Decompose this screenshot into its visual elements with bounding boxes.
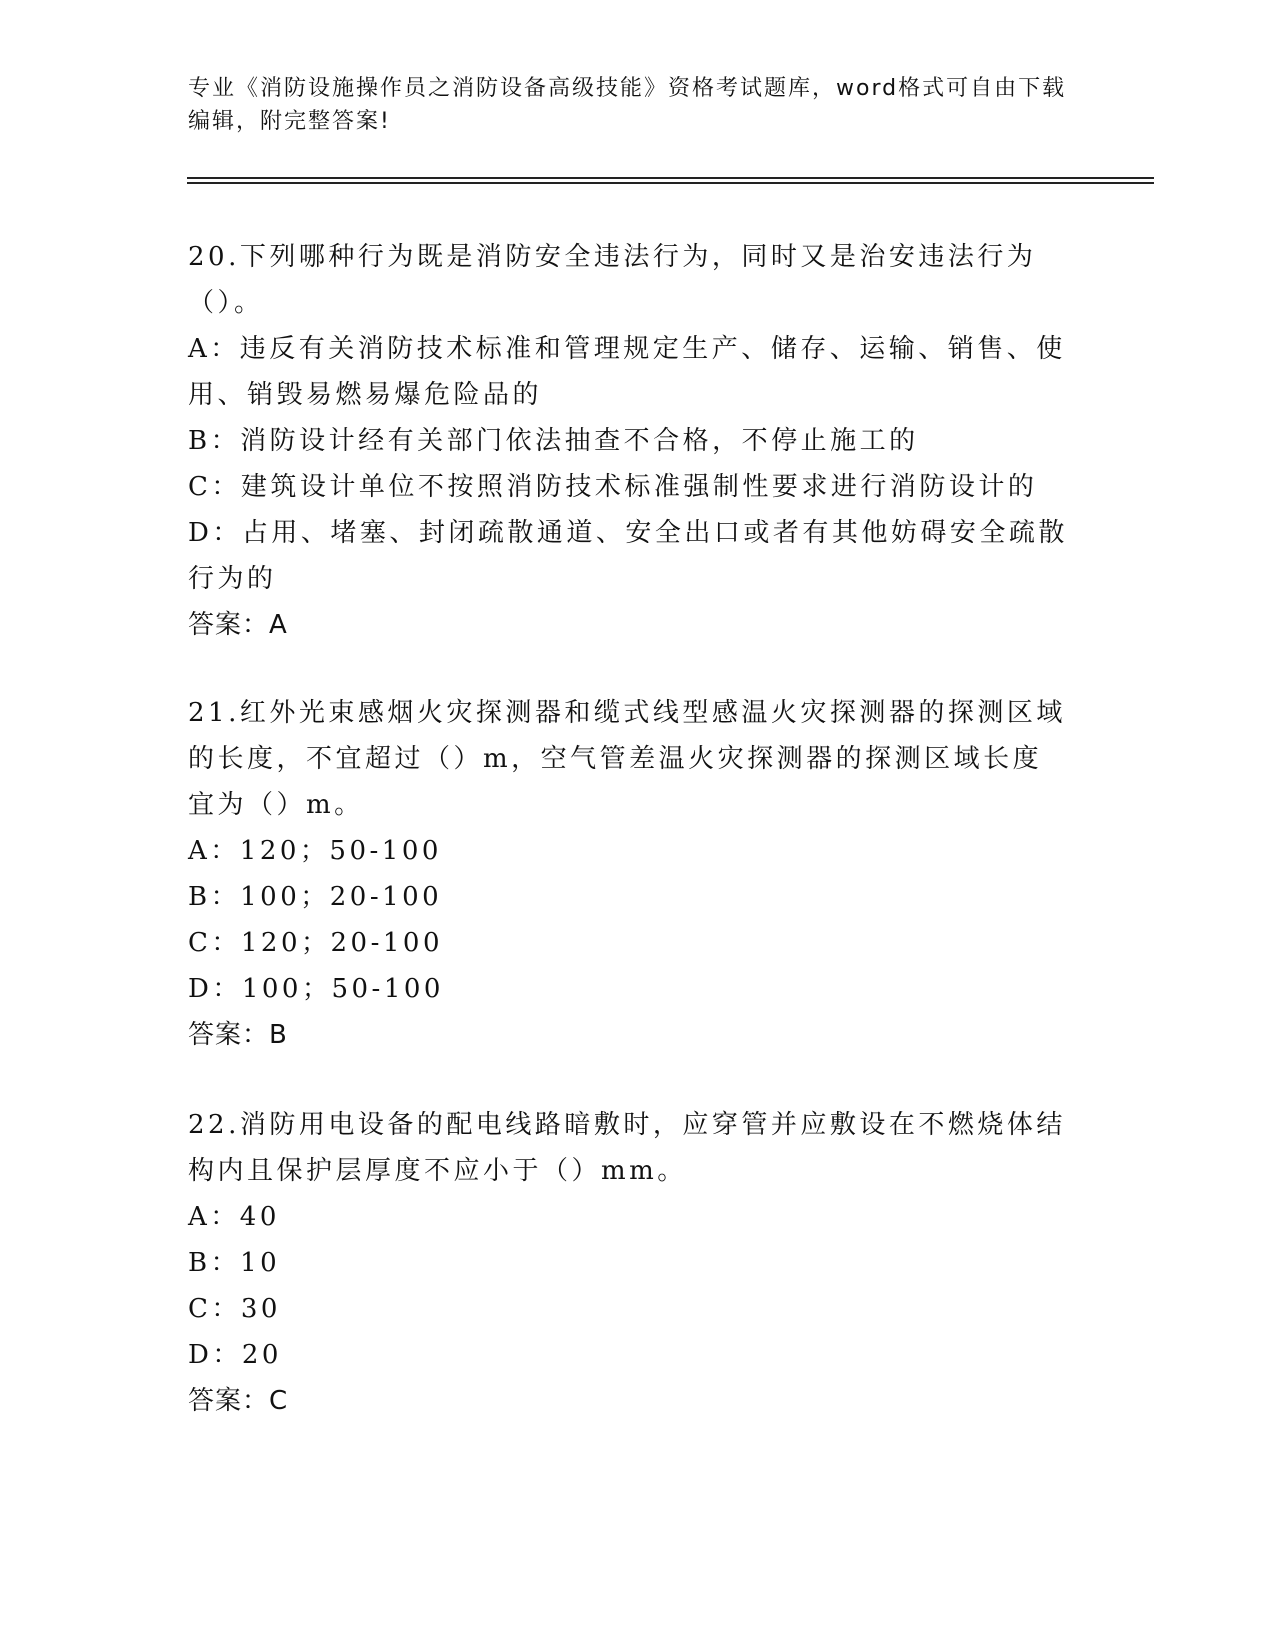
document-header: 专业《消防设施操作员之消防设备高级技能》资格考试题库，word格式可自由下载编辑，附完整答案! [188, 76, 1067, 134]
option-c: C：建筑设计单位不按照消防技术标准强制性要求进行消防设计的 [188, 472, 1038, 502]
header-divider-top [187, 177, 1154, 179]
option-d: D：占用、堵塞、封闭疏散通道、安全出口或者有其他妨碍安全疏散行为的 [188, 518, 1068, 594]
option-a: A：40 [188, 1202, 280, 1232]
question-21 [188, 690, 1068, 1058]
option-a: A：120；50-100 [188, 836, 442, 866]
option-c: C：120；20-100 [188, 928, 444, 958]
answer: 答案：A [188, 610, 288, 640]
question-22 [188, 1102, 1068, 1424]
option-b: B：100；20-100 [188, 882, 443, 912]
option-c: C：30 [188, 1294, 281, 1324]
option-d: D：20 [188, 1340, 282, 1370]
option-a: A：违反有关消防技术标准和管理规定生产、储存、运输、销售、使用、销毁易燃易爆危险品的 [188, 334, 1066, 410]
question-20 [188, 234, 1068, 648]
option-b: B：10 [188, 1248, 281, 1278]
question-stem: 20.下列哪种行为既是消防安全违法行为，同时又是治安违法行为（）。 [188, 242, 1037, 318]
option-b: B：消防设计经有关部门依法抽查不合格，不停止施工的 [188, 426, 919, 456]
answer: 答案：B [188, 1020, 288, 1050]
answer: 答案：C [188, 1386, 289, 1416]
question-stem: 22.消防用电设备的配电线路暗敷时，应穿管并应敷设在不燃烧体结构内且保护层厚度不应小于（）mm。 [188, 1110, 1066, 1186]
question-stem: 21.红外光束感烟火灾探测器和缆式线型感温火灾探测器的探测区域的长度，不宜超过（）m，空气管差温火灾探测器的探测区域长度宜为（）m。 [188, 698, 1066, 820]
option-d: D：100；50-100 [188, 974, 444, 1004]
header-divider-bottom [187, 182, 1154, 184]
